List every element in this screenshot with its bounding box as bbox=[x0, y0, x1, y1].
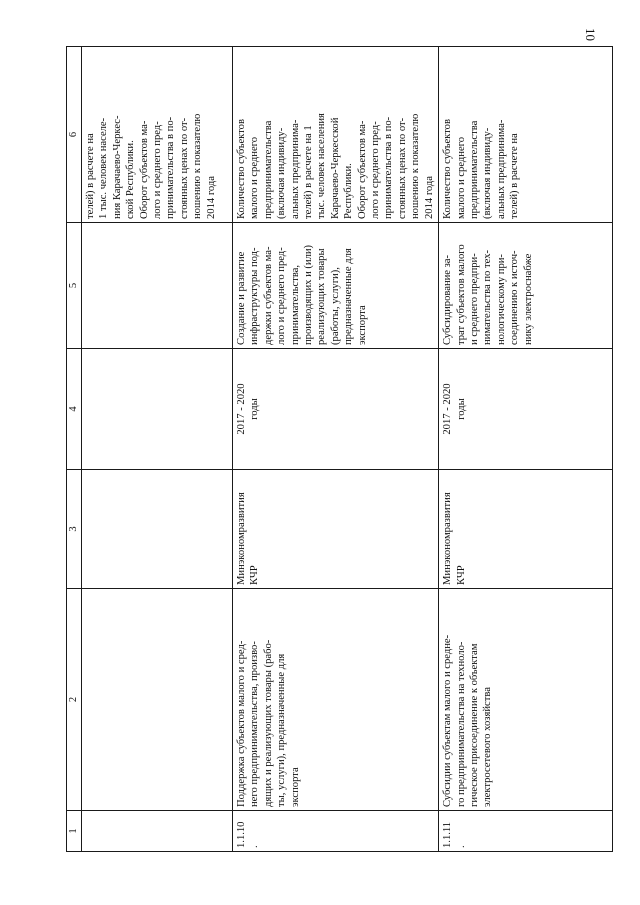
cell-indicators: телей) в расчете на 1 тыс. человек населе- ния Карачаево-Черкес- ской Республики. Оборот субъектов ма- лого и среднего пред- принимательства в по- стоянных ценах по от- ношению к показателю 2014 года bbox=[82, 47, 233, 223]
cell-content bbox=[82, 223, 233, 349]
cell-period bbox=[82, 349, 233, 470]
cell-measure bbox=[82, 589, 233, 811]
header-col-2: 2 bbox=[67, 589, 82, 811]
table-row-1-1-11 bbox=[439, 47, 613, 852]
cell-measure: Поддержка субъектов малого и сред- него предпринимательства, произво- дящих и реализующих товары (рабо- ты, услуги), предназначенные для экспорта bbox=[233, 589, 439, 811]
table-row-1-1-10 bbox=[233, 47, 439, 852]
header-col-1: 1 bbox=[67, 811, 82, 852]
cell-measure: Субсидии субъектам малого и средне- го предпринимательства на техноло- гическое присоединение к объектам электросетевого хозяйства bbox=[439, 589, 613, 811]
cell-indicators: Количество субъектов малого и среднего предпринимательства (включая индивиду- альных предпринима- телей) в расчете на 1 тыс. человек населения Карачаево-Черкесской Республики. Оборот субъектов ма- лого и среднего пред- принимательства в по- стоянных ценах по от- ношению к показателю 2014 года bbox=[233, 47, 439, 223]
column-number-header-row bbox=[67, 47, 82, 852]
cell-content: Создание и развитие инфраструктуры под- держки субъектов ма- лого и среднего пред- принимательства, производящих и (или) реализующих товары (работы, услуги), предназначенные для экспорта bbox=[233, 223, 439, 349]
cell-executor bbox=[82, 470, 233, 589]
cell-number: 1.1.10 . bbox=[233, 811, 439, 852]
rotated-table-container bbox=[66, 46, 572, 852]
header-col-6: 6 bbox=[67, 47, 82, 223]
cell-indicators: Количество субъектов малого и среднего предпринимательства (включая индивиду- альных предпринима- телей) в расчете на bbox=[439, 47, 613, 223]
cell-period: 2017 - 2020 годы bbox=[233, 349, 439, 470]
page-number: 10 bbox=[583, 28, 598, 41]
cell-executor: Минэкономразвития КЧР bbox=[233, 470, 439, 589]
header-col-3: 3 bbox=[67, 470, 82, 589]
cell-number bbox=[82, 811, 233, 852]
cell-period: 2017 - 2020 годы bbox=[439, 349, 613, 470]
header-col-5: 5 bbox=[67, 223, 82, 349]
header-col-4: 4 bbox=[67, 349, 82, 470]
measures-table bbox=[66, 46, 613, 852]
cell-number: 1.1.11 . bbox=[439, 811, 613, 852]
cell-content: Субсидирование за- трат субъектов малого и среднего предпри- нимательства по тех- нологическому при- соединению к источ- нику электроснабже bbox=[439, 223, 613, 349]
cell-executor: Минэкономразвития КЧР bbox=[439, 470, 613, 589]
table-row-continuation bbox=[82, 47, 233, 852]
